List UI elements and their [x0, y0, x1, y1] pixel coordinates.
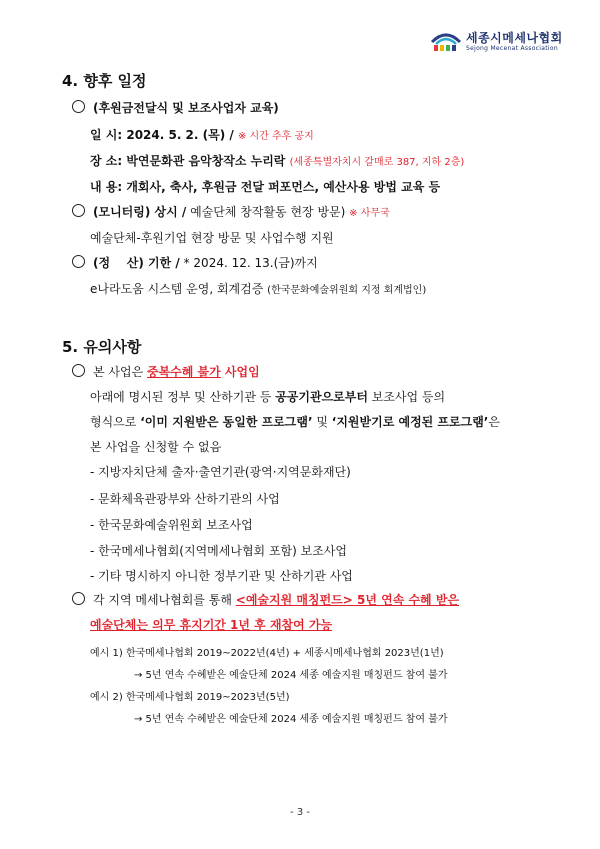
notice-item-2-cont: 예술단체는 의무 휴지기간 1년 후 재참여 가능	[90, 618, 333, 632]
section-4-title: 4. 향후 일정	[62, 72, 147, 90]
section-5-title: 5. 유의사항	[62, 338, 142, 356]
example-1-result: → 5년 연속 수혜받은 예술단체 2024 세종 예술지원 매칭펀드 참여 불가	[134, 670, 448, 681]
circle-bullet-icon	[72, 364, 85, 377]
dash-item: - 한국문화예술위원회 보조사업	[90, 518, 253, 532]
dash-item: - 한국메세나협회(지역메세나협회 포함) 보조사업	[90, 544, 347, 558]
circle-bullet-icon	[72, 100, 85, 113]
schedule-item-3: (정 산) 기한 / * 2024. 12. 13.(금)까지	[72, 254, 318, 271]
notice-line-2: 형식으로 ‘이미 지원받은 동일한 프로그램’ 및 ‘지원받기로 예정된 프로그램’은	[90, 415, 500, 429]
circle-bullet-icon	[72, 255, 85, 268]
schedule-item-1: (후원금전달식 및 보조사업자 교육)	[72, 99, 279, 116]
dash-item: - 지방자치단체 출자·출연기관(광역·지역문화재단)	[90, 465, 351, 479]
logo	[430, 28, 563, 56]
place-line: 장 소: 박연문화관 음악창작소 누리락 (세종특별자치시 갈매로 387, 지하 2층)	[90, 154, 465, 168]
monitoring-desc: 예술단체-후원기업 현장 방문 및 사업수행 지원	[90, 231, 334, 245]
example-2-result: → 5년 연속 수혜받은 예술단체 2024 세종 예술지원 매칭펀드 참여 불가	[134, 714, 448, 725]
circle-bullet-icon	[72, 592, 85, 605]
circle-bullet-icon	[72, 204, 85, 217]
settlement-desc: e나라도움 시스템 운영, 회계검증 (한국문화예술위원회 지정 회계법인)	[90, 282, 427, 296]
content-line: 내 용: 개회사, 축사, 후원금 전달 퍼포먼스, 예산사용 방법 교육 등	[90, 180, 441, 194]
example-1: 예시 1) 한국메세나협회 2019~2022년(4년) + 세종시메세나협회 2023년(1년)	[90, 648, 444, 659]
notice-item-1: 본 사업은 중복수혜 불가 사업임	[72, 363, 260, 380]
schedule-item-2: (모니터링) 상시 / 예술단체 창작활동 현장 방문) ※ 사무국	[72, 203, 390, 220]
mecenat-logo-icon	[430, 30, 462, 52]
dash-item: - 문화체육관광부와 산하기관의 사업	[90, 492, 280, 506]
notice-line-1: 아래에 명시된 정부 및 산하기관 등 공공기관으로부터 보조사업 등의	[90, 390, 446, 404]
page-number: - 3 -	[290, 807, 310, 818]
dash-item: - 기타 명시하지 아니한 정부기관 및 산하기관 사업	[90, 569, 353, 583]
notice-line-3: 본 사업을 신청할 수 없음	[90, 440, 222, 454]
notice-item-2: 각 지역 메세나협회를 통해 <예술지원 매칭펀드> 5년 연속 수혜 받은	[72, 591, 459, 608]
logo-name-ko: 세종시메세나협회	[466, 31, 563, 45]
date-line: 일 시: 2024. 5. 2. (목) / ※ 시간 추후 공지	[90, 128, 314, 142]
example-2: 예시 2) 한국메세나협회 2019~2023년(5년)	[90, 692, 290, 703]
logo-name-en: Sejong Mecenat Association	[466, 45, 558, 52]
